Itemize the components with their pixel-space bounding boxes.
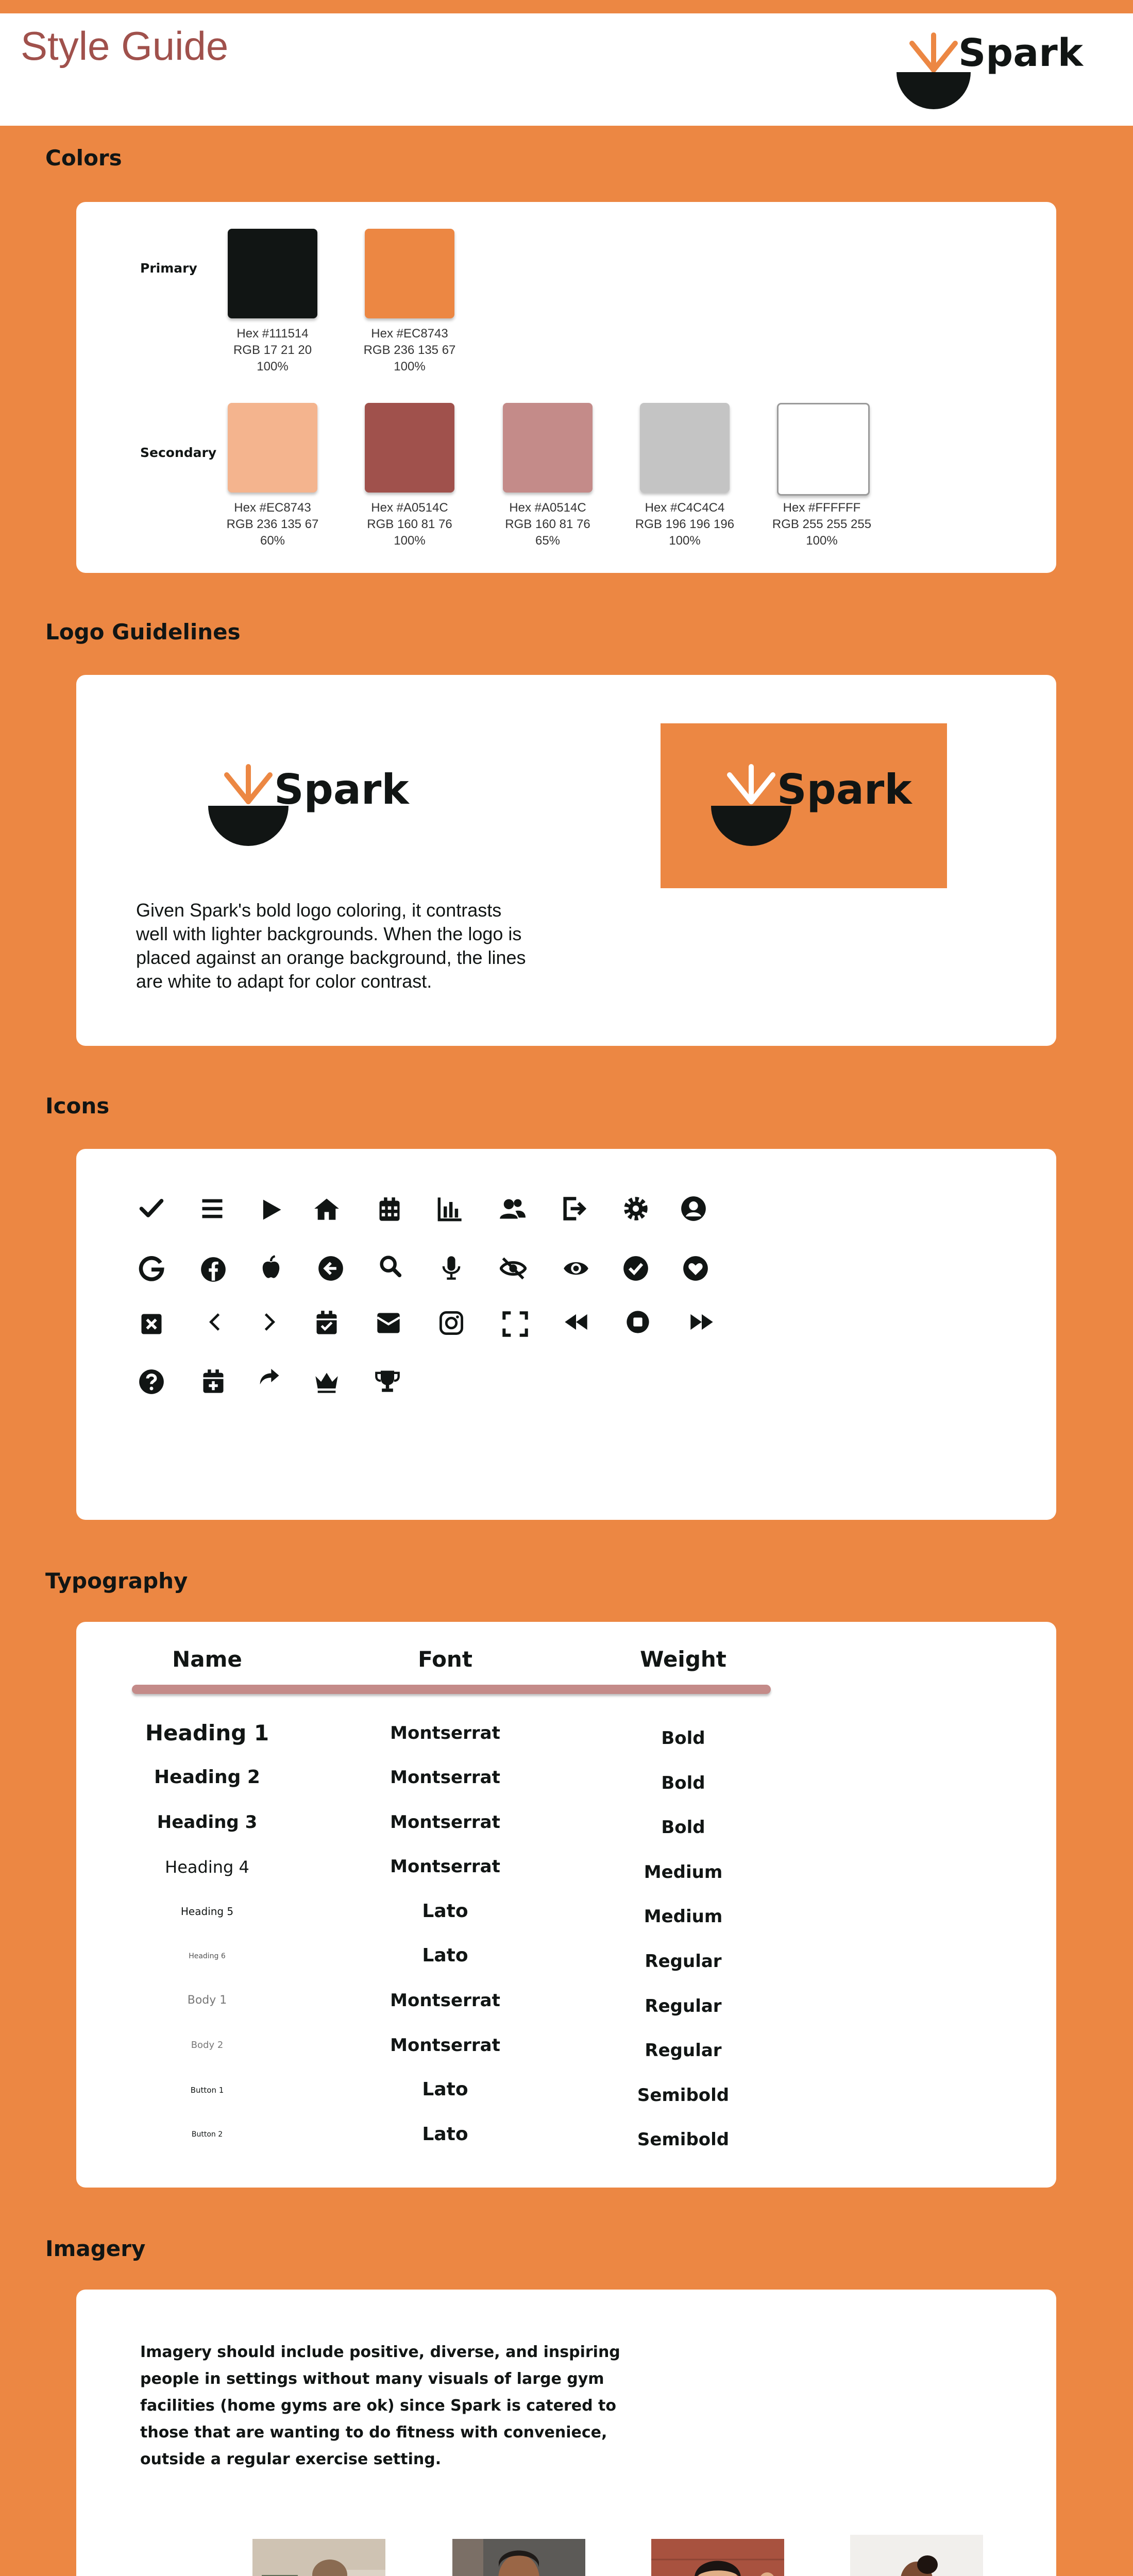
secondary-label: Secondary — [140, 445, 217, 460]
swatch-rgb: RGB 236 135 67 — [363, 343, 456, 357]
logo-wordmark: Spark — [274, 766, 409, 814]
swatch-opacity: 100% — [394, 360, 426, 374]
close-square-icon — [136, 1309, 167, 1340]
swatch-hex: Hex #FFFFFF — [783, 501, 861, 515]
color-swatch — [503, 403, 593, 493]
typography-section-title: Typography — [45, 1568, 188, 1594]
typography-row-font: Montserrat — [390, 1990, 500, 2011]
typography-row-name: Button 2 — [191, 2130, 223, 2139]
page-title: Style Guide — [21, 23, 229, 69]
facebook-icon — [198, 1254, 229, 1285]
swatch-opacity: 100% — [806, 534, 838, 548]
sign-out-icon — [559, 1193, 589, 1224]
typography-row-weight: Medium — [644, 1906, 723, 1927]
fast-forward-icon — [686, 1307, 717, 1337]
logo-section-title: Logo Guidelines — [45, 619, 241, 645]
swatch-hex: Hex #EC8743 — [234, 501, 311, 515]
settings-icon — [620, 1193, 651, 1224]
photo-woman-stretching — [252, 2539, 385, 2576]
logo-rays-icon — [730, 767, 773, 802]
instagram-icon — [436, 1308, 467, 1338]
logo-rays-icon — [227, 767, 270, 802]
col-header-name: Name — [172, 1647, 242, 1672]
typography-row-weight: Semibold — [637, 2084, 730, 2106]
typography-row-name: Heading 2 — [154, 1767, 260, 1788]
swatch-rgb: RGB 17 21 20 — [233, 343, 312, 357]
microphone-icon — [436, 1252, 467, 1283]
typography-row-name: Body 1 — [187, 1994, 227, 2007]
google-icon — [136, 1253, 167, 1284]
col-header-weight: Weight — [640, 1647, 726, 1672]
swatch-info — [213, 326, 332, 375]
eye-slash-icon — [498, 1253, 529, 1284]
swatch-opacity: 100% — [394, 534, 426, 548]
swatch-rgb: RGB 160 81 76 — [367, 517, 452, 531]
logo-bowl-icon — [897, 72, 971, 109]
photo-man-medicine-ball — [452, 2539, 585, 2576]
imagery-section-title: Imagery — [45, 2236, 146, 2261]
swatch-opacity: 60% — [260, 534, 285, 548]
typography-row-font: Lato — [422, 1945, 468, 1967]
logo-light-background — [208, 765, 409, 852]
typography-row-name: Button 1 — [190, 2085, 224, 2095]
swatch-info — [350, 500, 469, 549]
typography-row-weight: Regular — [645, 2040, 722, 2061]
apple-icon — [256, 1252, 286, 1283]
spark-logo — [897, 29, 1082, 116]
typography-row-weight: Bold — [661, 1817, 705, 1838]
fullscreen-icon — [500, 1309, 531, 1340]
icons-section-title: Icons — [45, 1093, 110, 1118]
color-swatch — [365, 403, 454, 493]
calendar-plus-icon — [198, 1366, 229, 1397]
typography-row-weight: Bold — [661, 1728, 705, 1749]
play-icon — [256, 1194, 286, 1225]
swatch-hex: Hex #A0514C — [371, 501, 448, 515]
search-icon — [375, 1251, 406, 1282]
primary-label: Primary — [140, 261, 197, 276]
color-swatch — [640, 403, 730, 493]
col-header-font: Font — [418, 1647, 472, 1672]
typography-row-name: Heading 5 — [180, 1905, 234, 1918]
color-swatch — [365, 229, 454, 318]
typography-row-font: Montserrat — [390, 2035, 500, 2056]
typography-row-name: Heading 6 — [189, 1952, 226, 1960]
photo-woman-meditating — [850, 2535, 983, 2576]
typography-row-name: Body 2 — [191, 2040, 224, 2051]
swatch-opacity: 100% — [669, 534, 701, 548]
heart-circle-icon — [680, 1253, 711, 1284]
swatch-hex: Hex #EC8743 — [371, 327, 448, 341]
users-icon — [497, 1193, 528, 1224]
color-swatch — [228, 403, 317, 493]
eye-icon — [561, 1253, 591, 1284]
check-icon — [136, 1193, 167, 1224]
typography-row-font: Lato — [422, 2123, 468, 2145]
logo-rays-icon — [912, 35, 955, 70]
chevron-right-icon — [253, 1307, 284, 1337]
swatch-info — [213, 500, 332, 549]
crown-icon — [311, 1366, 342, 1397]
color-swatch — [228, 229, 317, 318]
swatch-info — [488, 500, 607, 549]
typography-row-font: Montserrat — [390, 1811, 500, 1833]
calendar-check-icon — [311, 1308, 342, 1338]
swatch-rgb: RGB 160 81 76 — [505, 517, 590, 531]
swatch-info — [625, 500, 744, 549]
typography-row-font: Lato — [422, 1900, 468, 1922]
rewind-icon — [561, 1307, 591, 1337]
check-circle-icon — [620, 1253, 651, 1284]
arrow-left-circle-icon — [315, 1253, 346, 1284]
typography-row-weight: Regular — [645, 1951, 722, 1972]
swatch-rgb: RGB 236 135 67 — [226, 517, 319, 531]
envelope-icon — [373, 1308, 404, 1338]
calendar-icon — [374, 1194, 405, 1225]
chevron-left-icon — [200, 1307, 231, 1337]
share-icon — [253, 1361, 284, 1392]
swatch-hex: Hex #A0514C — [509, 501, 586, 515]
typography-row-weight: Semibold — [637, 2129, 730, 2150]
typography-row-weight: Medium — [644, 1861, 723, 1883]
logo-wordmark: Spark — [777, 766, 912, 814]
swatch-rgb: RGB 255 255 255 — [772, 517, 872, 531]
bar-chart-icon — [435, 1193, 466, 1224]
swatch-rgb: RGB 196 196 196 — [635, 517, 735, 531]
swatch-hex: Hex #111514 — [236, 327, 309, 341]
header-divider — [132, 1685, 771, 1694]
typography-row-name: Heading 4 — [165, 1857, 249, 1877]
typography-row-name: Heading 1 — [145, 1720, 269, 1745]
color-swatch — [777, 403, 870, 496]
logo-wordmark: Spark — [958, 31, 1083, 75]
typography-card — [76, 1622, 1056, 2188]
typography-row-font: Montserrat — [390, 1722, 500, 1743]
logo-description: Given Spark's bold logo coloring, it contrasts well with lighter backgrounds. When the logo is placed against an orange background, the lines are white to adapt for color contrast. — [136, 900, 526, 992]
question-circle-icon — [136, 1366, 167, 1397]
swatch-info — [763, 500, 881, 549]
typography-row-weight: Regular — [645, 1995, 722, 2016]
menu-icon — [197, 1193, 228, 1224]
swatch-hex: Hex #C4C4C4 — [645, 501, 725, 515]
trophy-icon — [372, 1365, 403, 1396]
typography-row-font: Lato — [422, 2079, 468, 2100]
swatch-opacity: 65% — [535, 534, 561, 548]
home-icon — [311, 1193, 342, 1224]
colors-section-title: Colors — [45, 145, 122, 171]
typography-row-font: Montserrat — [390, 1767, 500, 1788]
imagery-description: Imagery should include positive, diverse, and inspiring people in settings without many visuals of large gym facilities (home gyms are ok) since Spark is catered to those that are wanting to do fitness with conveniece, outside a regular exercise setting. — [140, 2343, 620, 2468]
typography-row-name: Heading 3 — [157, 1811, 258, 1833]
swatch-opacity: 100% — [257, 360, 289, 374]
typography-row-weight: Bold — [661, 1772, 705, 1793]
swatch-info — [350, 326, 469, 375]
photo-man-smiling — [651, 2539, 784, 2576]
user-circle-icon — [678, 1193, 709, 1224]
stop-circle-icon — [622, 1307, 653, 1337]
typography-row-font: Montserrat — [390, 1856, 500, 1877]
logo-orange-background — [711, 765, 912, 852]
